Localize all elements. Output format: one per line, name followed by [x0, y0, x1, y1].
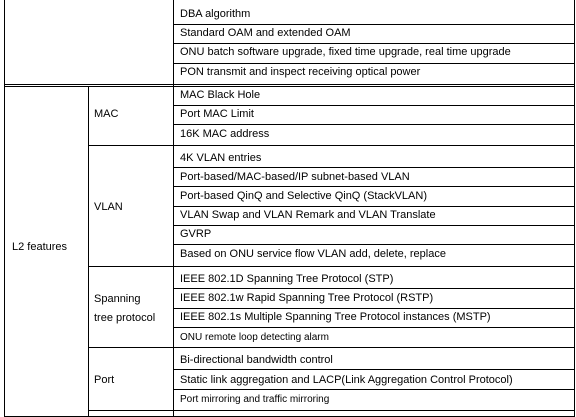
group-divider — [88, 266, 575, 267]
feature-cell: 4K VLAN entries — [180, 152, 262, 164]
row-divider — [173, 308, 575, 309]
category-mac: MAC — [94, 108, 119, 120]
category-spanning-tree-line1: Spanning — [94, 293, 141, 305]
row-divider — [173, 105, 575, 106]
group-divider — [88, 410, 575, 411]
feature-cell: Port-based/MAC-based/IP subnet-based VLAN — [180, 171, 410, 183]
row-divider — [173, 24, 575, 25]
section-divider — [4, 84, 575, 85]
feature-cell: Port-based QinQ and Selective QinQ (StackVLAN) — [180, 190, 427, 202]
feature-cell: PON transmit and inspect receiving optical power — [180, 66, 421, 78]
feature-cell: Static link aggregation and LACP(Link Aggregation Control Protocol) — [180, 374, 513, 386]
feature-cell: Bi-directional bandwidth control — [180, 354, 333, 366]
category-port: Port — [94, 374, 115, 386]
feature-cell: 16K MAC address — [180, 128, 270, 140]
row-divider — [173, 186, 575, 187]
feature-cell: ONU batch software upgrade, fixed time upgrade, real time upgrade — [180, 46, 511, 58]
table-column-divider-1 — [88, 86, 89, 417]
feature-cell: DBA algorithm — [180, 8, 251, 20]
row-divider — [173, 327, 575, 328]
row-divider — [173, 124, 575, 125]
feature-cell: Standard OAM and extended OAM — [180, 27, 351, 39]
feature-cell: Port MAC Limit — [180, 108, 254, 120]
feature-cell: IEEE 802.1w Rapid Spanning Tree Protocol (RSTP) — [180, 292, 434, 304]
row-divider — [173, 225, 575, 226]
section-divider — [4, 86, 575, 87]
feature-cell: IEEE 802.1s Multiple Spanning Tree Protocol instances (MSTP) — [180, 311, 491, 323]
group-divider — [88, 145, 575, 146]
feature-cell: Based on ONU service flow VLAN add, delete, replace — [180, 248, 446, 260]
group-divider — [88, 347, 575, 348]
feature-cell: IEEE 802.1D Spanning Tree Protocol (STP) — [180, 273, 394, 285]
row-divider — [173, 244, 575, 245]
row-divider — [173, 288, 575, 289]
feature-cell: Port mirroring and traffic mirroring — [180, 394, 330, 405]
row-divider — [173, 63, 575, 64]
row-divider — [173, 389, 575, 390]
row-divider — [173, 167, 575, 168]
row-divider — [173, 206, 575, 207]
feature-cell: VLAN Swap and VLAN Remark and VLAN Translate — [180, 209, 436, 221]
feature-cell: ONU remote loop detecting alarm — [180, 332, 329, 343]
feature-cell: MAC Black Hole — [180, 89, 261, 101]
row-divider — [173, 369, 575, 370]
table-border-left — [4, 0, 5, 417]
feature-cell: GVRP — [180, 228, 212, 240]
row-divider — [173, 43, 575, 44]
category-vlan: VLAN — [94, 201, 123, 213]
l2-features-label: L2 features — [12, 241, 68, 253]
category-spanning-tree-line2: tree protocol — [94, 312, 156, 324]
